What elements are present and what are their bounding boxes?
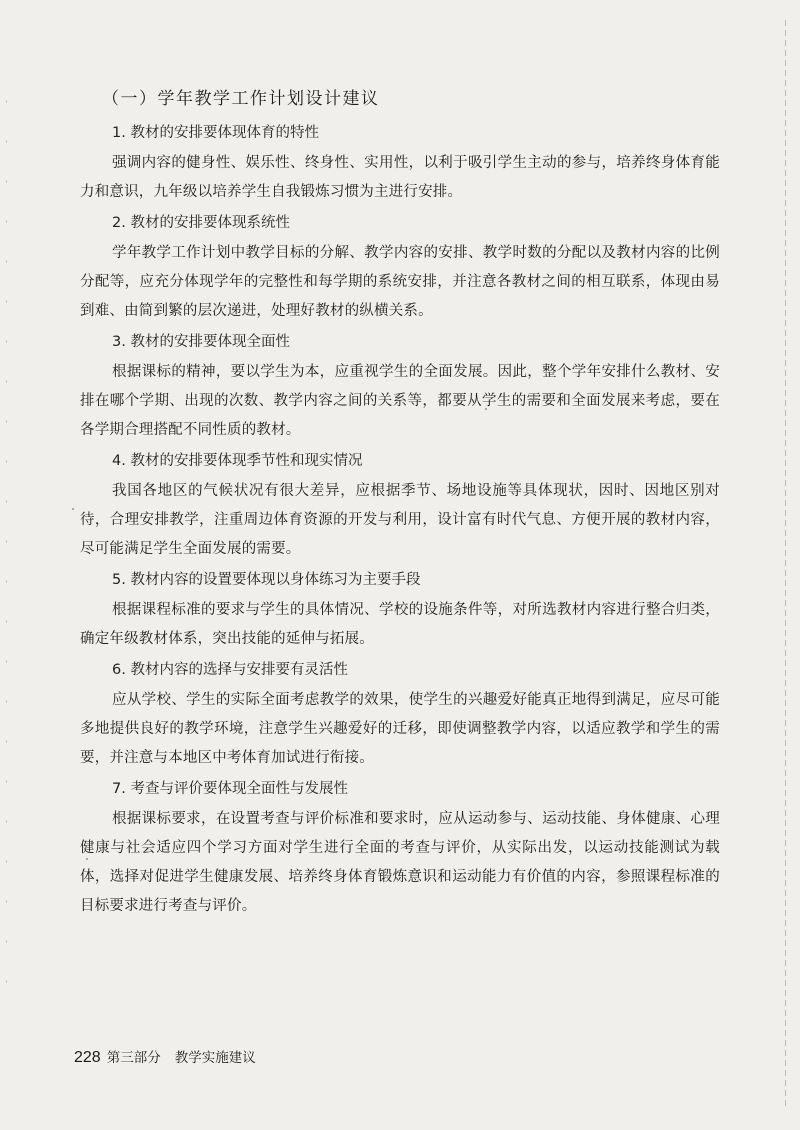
list-item xyxy=(80,449,720,564)
item-body: 应从学校、学生的实际全面考虑教学的效果，使学生的兴趣爱好能真正地得到满足，应尽可能多地提供良好的教学环境，注意学生兴趣爱好的迁移，即使调整教学内容，以适应教学和学生的需要，并注意与本地区中考体育加试进行衔接。 xyxy=(80,692,720,766)
item-heading: 2. 教材的安排要体现系统性 xyxy=(112,215,290,231)
list-item xyxy=(80,211,720,326)
scan-speck xyxy=(72,508,74,510)
page-number: 228 xyxy=(74,1049,101,1066)
footer-part-label: 第三部分 xyxy=(106,1050,161,1066)
main-content xyxy=(80,86,720,925)
item-body: 学年教学工作计划中教学目标的分解、教学内容的安排、教学时数的分配以及教材内容的比例分配等，应充分体现学年的完整性和每学期的系统安排，并注意各教材之间的相互联系，体现由易到难、由简到繁的层次递进，处理好教材的纵横关系。 xyxy=(80,245,720,319)
item-heading: 3. 教材的安排要体现全面性 xyxy=(112,334,290,350)
scan-edge-line xyxy=(785,20,786,1110)
item-heading: 7. 考查与评价要体现全面性与发展性 xyxy=(112,781,348,797)
footer-chapter-title: 教学实施建议 xyxy=(174,1050,256,1066)
item-heading: 6. 教材内容的选择与安排要有灵活性 xyxy=(112,662,348,678)
item-body: 根据课标的精神，要以学生为本，应重视学生的全面发展。因此，整个学年安排什么教材、安排在哪个学期、出现的次数、教学内容之间的关系等，都要从学生的需要和全面发展来考虑，要在各学期合理搭配不同性质的教材。 xyxy=(80,364,720,438)
list-item xyxy=(80,777,720,921)
item-heading: 4. 教材的安排要体现季节性和现实情况 xyxy=(112,453,363,469)
scan-edge-marks xyxy=(6,100,7,1000)
list-item xyxy=(80,658,720,773)
item-body: 强调内容的健身性、娱乐性、终身性、实用性，以利于吸引学生主动的参与，培养终身体育能力和意识，九年级以培养学生自我锻炼习惯为主进行安排。 xyxy=(80,155,720,200)
section-title: （一）学年教学工作计划设计建议 xyxy=(102,89,380,109)
item-heading: 5. 教材内容的设置要体现以身体练习为主要手段 xyxy=(112,572,421,588)
item-body: 根据课程标准的要求与学生的具体情况、学校的设施条件等，对所选教材内容进行整合归类，确定年级教材体系，突出技能的延伸与拓展。 xyxy=(80,602,720,647)
list-item xyxy=(80,568,720,654)
item-heading: 1. 教材的安排要体现体育的特性 xyxy=(112,125,319,141)
item-body: 我国各地区的气候状况有很大差异，应根据季节、场地设施等具体现状，因时、因地区别对待，合理安排教学，注重周边体育资源的开发与利用，设计富有时代气息、方便开展的教材内容，尽可能满足学生全面发展的需要。 xyxy=(80,483,720,557)
list-item xyxy=(80,121,720,207)
page-footer xyxy=(74,1046,256,1067)
list-item xyxy=(80,330,720,445)
item-body: 根据课标要求，在设置考查与评价标准和要求时，应从运动参与、运动技能、身体健康、心理健康与社会适应四个学习方面对学生进行全面的考查与评价，从实际出发，以运动技能测试为载体，选择对促进学生健康发展、培养终身体育锻炼意识和运动能力有价值的内容，参照课程标准的目标要求进行考查与评价。 xyxy=(80,811,720,914)
